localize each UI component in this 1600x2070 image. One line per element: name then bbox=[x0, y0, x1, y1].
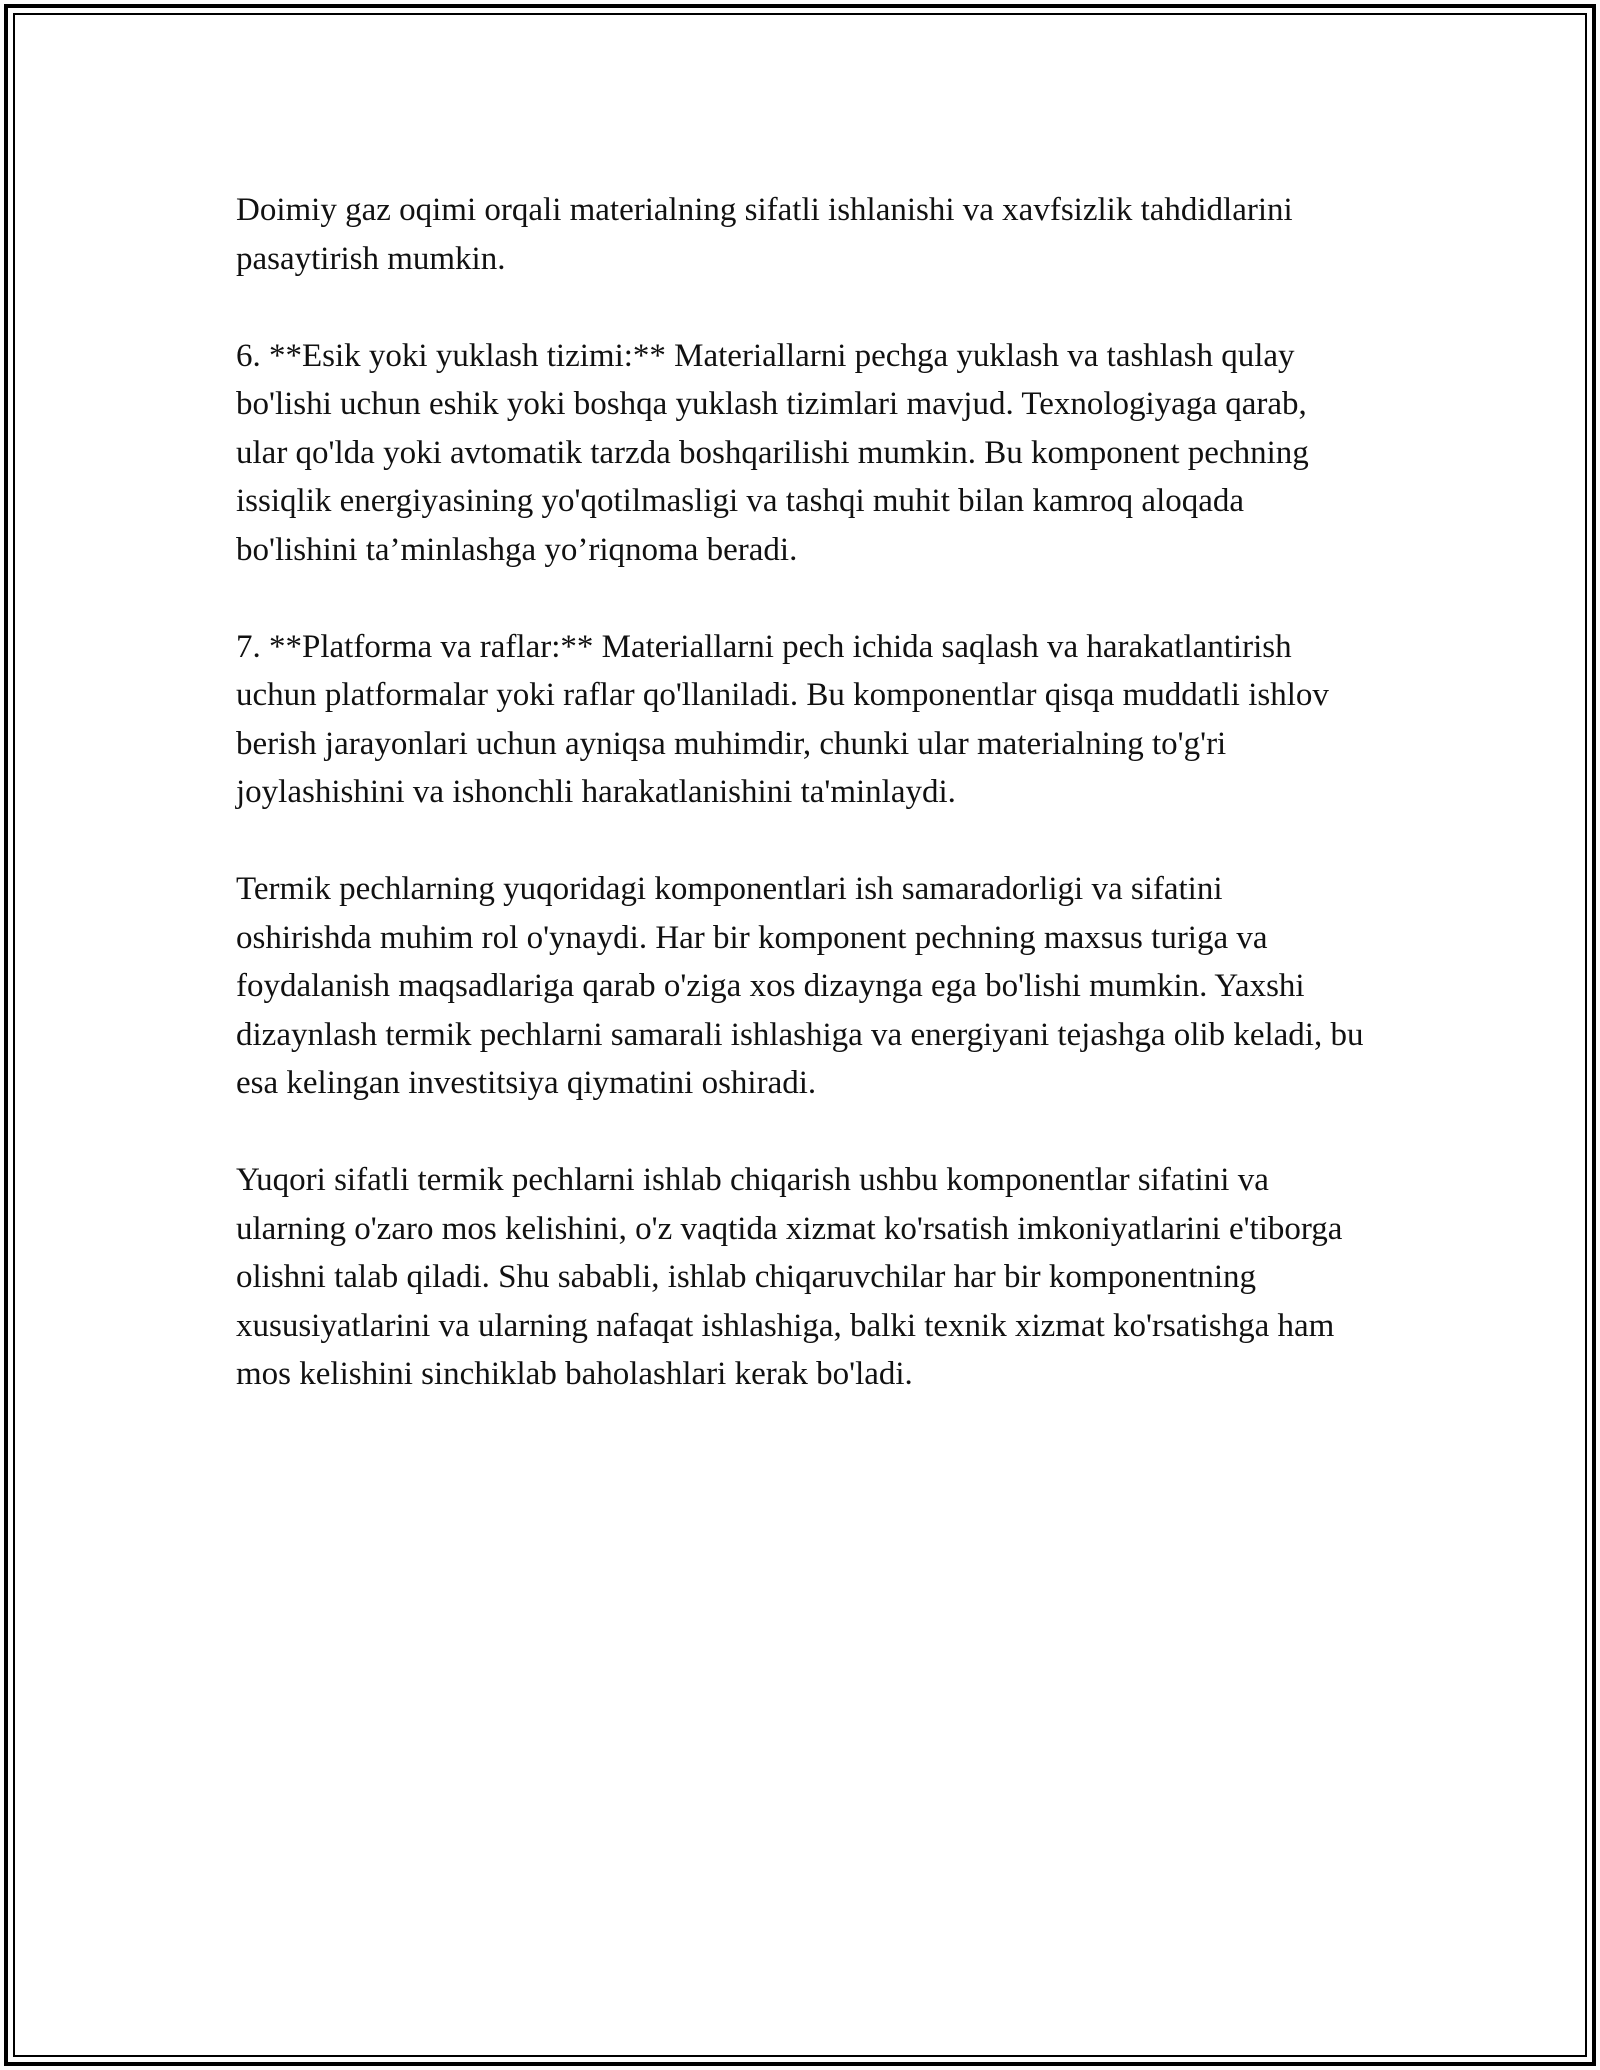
paragraph-platforms-racks: 7. **Platforma va raflar:** Materiallarni pech ichida saqlash va harakatlantirish uchun platformalar yoki raflar qo'llaniladi. Bu komponentlar qisqa muddatli ishlov berish jarayonlari uchun ayniqsa muhimdir, chunki ular materialning to'g'ri joylashishini va ishonchli harakatlanishini ta'minlaydi. bbox=[236, 628, 1329, 810]
paragraph-components-role: Termik pechlarning yuqoridagi komponentlari ish samaradorligi va sifatini oshirishda muhim rol o'ynaydi. Har bir komponent pechning maxsus turiga va foydalanish maqsadlariga qarab o'ziga xos dizaynga ega bo'lishi mumkin. Yaxshi dizaynlash termik pechlarni samarali ishlashiga va energiyani tejashga olib keladi, bu esa kelingan investitsiya qiymatini oshiradi. bbox=[236, 871, 1364, 1101]
paragraph-loading-system: 6. **Esik yoki yuklash tizimi:** Materiallarni pechga yuklash va tashlash qulay bo'lishi uchun eshik yoki boshqa yuklash tizimlari mavjud. Texnologiyaga qarab, ular qo'lda yoki avtomatik tarzda boshqarilishi mumkin. Bu komponent pechning issiqlik energiyasining yo'qotilmasligi va tashqi muhit bilan kamroq aloqada bo'lishini ta’minlashga yo’riqnoma beradi. bbox=[236, 337, 1309, 568]
paragraph-manufacturing-quality: Yuqori sifatli termik pechlarni ishlab chiqarish ushbu komponentlar sifatini va ularning o'zaro mos kelishini, o'z vaqtida xizmat ko'rsatish imkoniyatlarini e'tiborga olishni talab qiladi. Shu sababli, ishlab chiqaruvchilar har bir komponentning xususiyatlarini va ularning nafaqat ishlashiga, balki texnik xizmat ko'rsatishga ham mos kelishini sinchiklab baholashlari kerak bo'ladi. bbox=[236, 1162, 1343, 1392]
document-body bbox=[236, 186, 1366, 1447]
paragraph-gas-flow: Doimiy gaz oqimi orqali materialning sifatli ishlanishi va xavfsizlik tahdidlarini pasaytirish mumkin. bbox=[236, 192, 1293, 277]
